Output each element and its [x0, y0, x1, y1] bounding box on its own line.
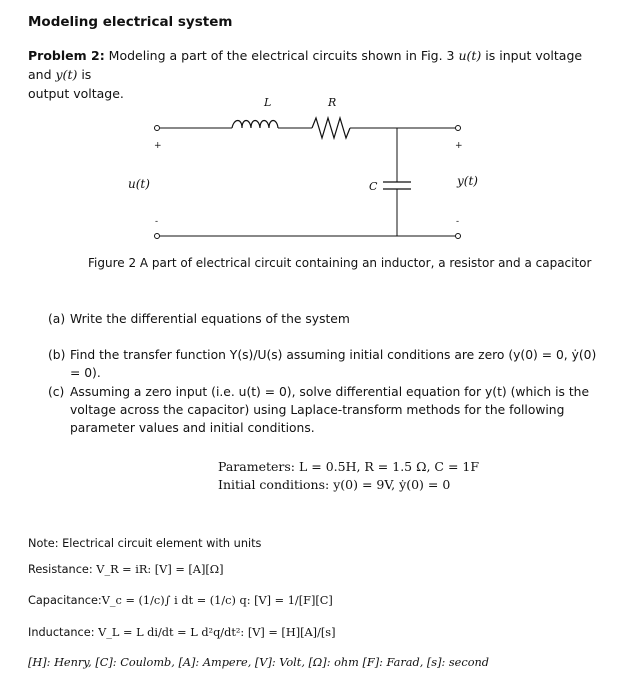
question-c-text: Assuming a zero input (i.e. u(t) = 0), solve differential equation for y(t) (which is the voltage across the capacitor) using Laplace-transform methods for the following parameter values and initial conditions. [70, 385, 590, 435]
output-terminal-bottom [456, 234, 461, 239]
problem-line2: output voltage. [28, 86, 124, 101]
note-title: Note: Electrical circuit element with units [28, 537, 262, 550]
output-terminal-top [456, 126, 461, 131]
resistance-equation: V_R = iR: [V] = [A][Ω] [96, 563, 224, 576]
note-inductance [28, 626, 336, 639]
resistance-label: Resistance: [28, 563, 97, 576]
problem-label: Problem 2: [28, 48, 105, 63]
page-title: Modeling electrical system [28, 14, 233, 30]
problem-output-symbol: y(t) [55, 67, 78, 82]
problem-input-symbol: u(t) [458, 48, 482, 63]
question-a-text: Write the differential equations of the system [70, 312, 350, 326]
output-minus-sign: - [456, 217, 460, 227]
resistor-label: R [328, 96, 337, 109]
input-terminal-top [155, 126, 160, 131]
question-a [48, 310, 598, 328]
question-c [48, 383, 598, 437]
note-capacitance [28, 594, 333, 607]
initial-conditions-line: Initial conditions: y(0) = 9V, ẏ(0) = 0 [218, 477, 451, 492]
input-terminal-bottom [155, 234, 160, 239]
inductance-equation: V_L = L di/dt = L d²q/dt²: [V] = [H][A]/[s] [98, 626, 336, 639]
parameters-line: Parameters: L = 0.5H, R = 1.5 Ω, C = 1F [218, 459, 480, 474]
problem-text-c: is [77, 67, 92, 82]
units-legend: [H]: Henry, [C]: Coulomb, [A]: Ampere, [V]: Volt, [Ω]: ohm [F]: Farad, [s]: second [28, 656, 489, 669]
note-resistance [28, 563, 224, 576]
input-minus-sign: - [155, 217, 159, 227]
question-c-label: (c) [48, 385, 65, 399]
input-voltage-label: u(t) [128, 177, 150, 191]
figure-caption: Figure 2 A part of electrical circuit containing an inductor, a resistor and a capacitor [88, 256, 592, 270]
question-b-text: Find the transfer function Y(s)/U(s) assuming initial conditions are zero (y(0) = 0, ẏ(0) = 0). [70, 348, 597, 380]
capacitance-equation: V_c = (1/c)∫ i dt = (1/c) q: [V] = 1/[F][C] [101, 594, 333, 607]
inductor-label: L [264, 96, 272, 109]
input-plus-sign: + [154, 141, 162, 151]
inductor-symbol [232, 121, 278, 129]
question-b [48, 346, 598, 382]
question-a-label: (a) [48, 312, 66, 326]
capacitance-label: Capacitance: [28, 594, 102, 607]
capacitor-label: C [369, 180, 378, 193]
question-b-label: (b) [48, 348, 66, 362]
circuit-diagram [0, 0, 625, 250]
inductance-label: Inductance: [28, 626, 99, 639]
output-voltage-label: y(t) [457, 174, 478, 188]
resistor-symbol [312, 118, 350, 138]
parameter-block [218, 458, 479, 494]
problem-text-b: is input voltage and [28, 48, 583, 82]
output-plus-sign: + [455, 141, 463, 151]
problem-text-a: Modeling a part of the electrical circuits shown in Fig. 3 [104, 48, 459, 63]
